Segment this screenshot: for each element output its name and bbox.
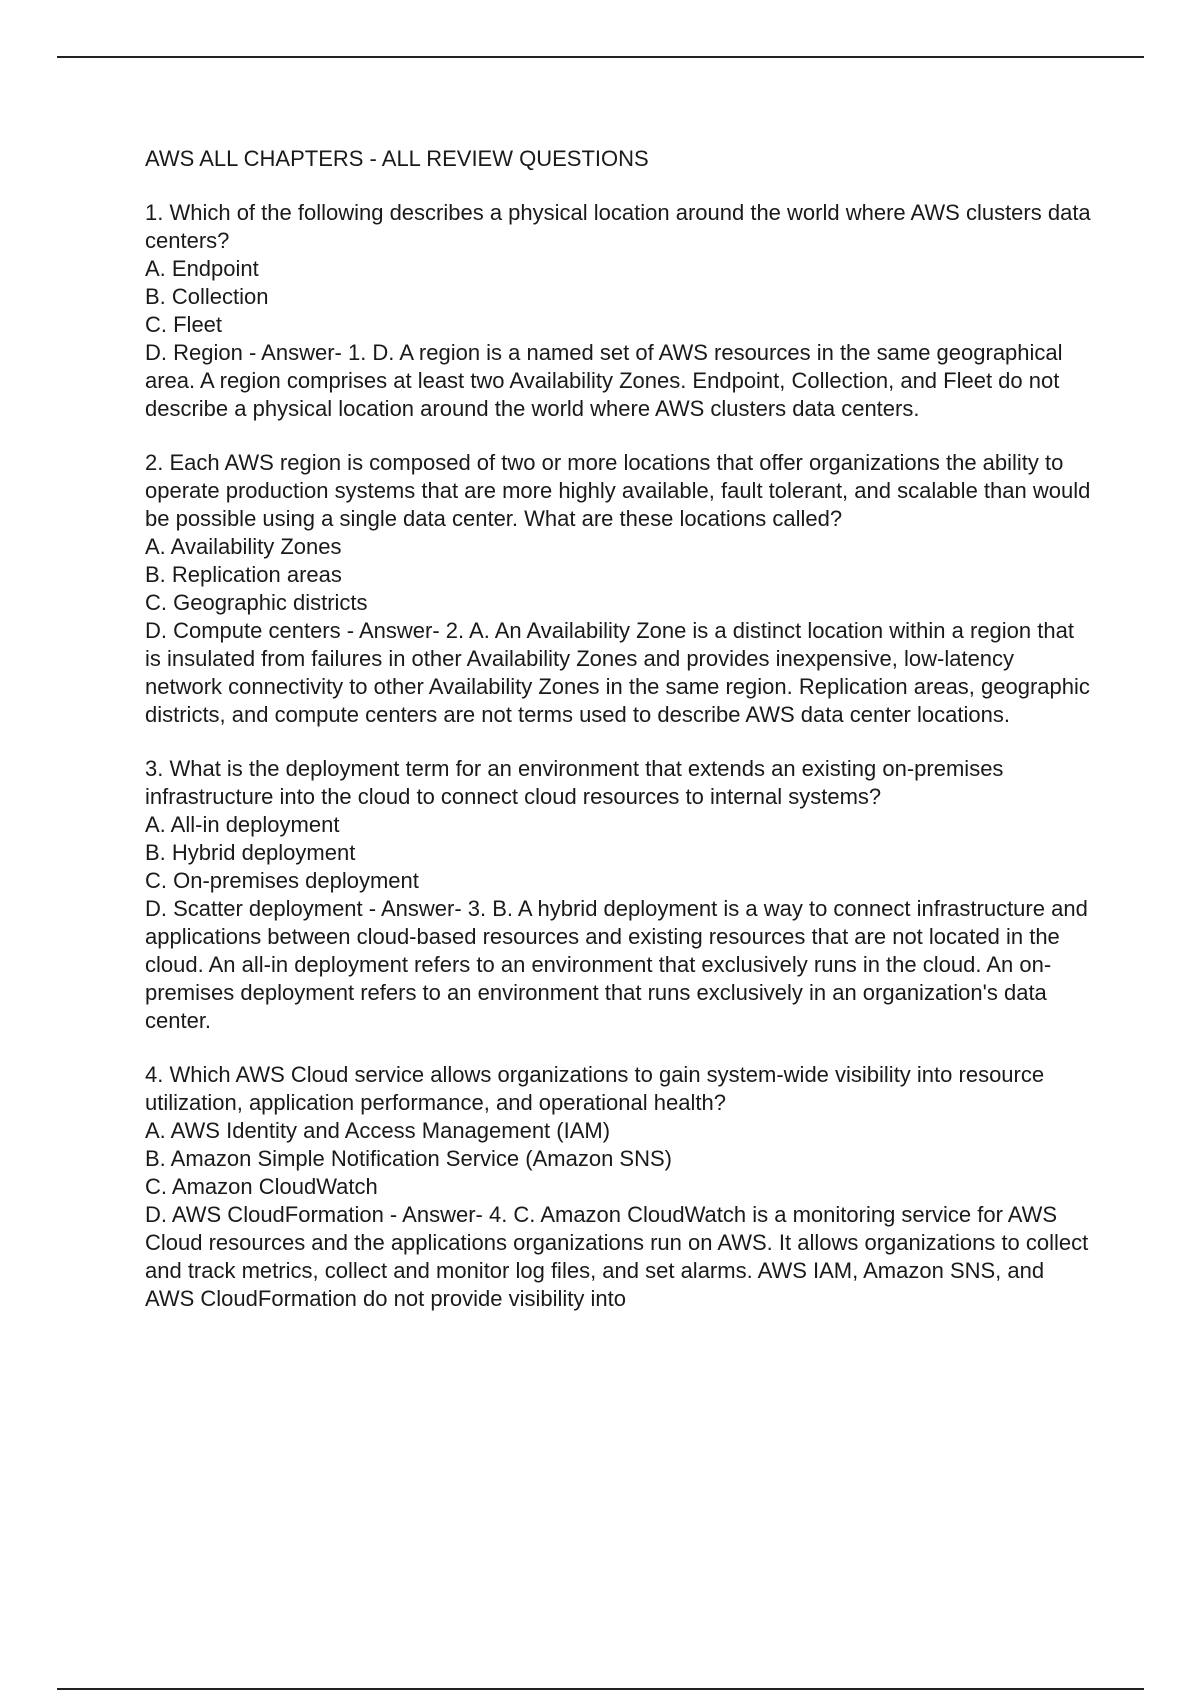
option-d-answer: D. AWS CloudFormation - Answer- 4. C. Amazon CloudWatch is a monitoring service for AWS Cloud resources and the applications organizations run on AWS. It allows organizations to collect and track metrics, collect and monitor log files, and set alarms. AWS IAM, Amazon SNS, and AWS CloudFormation do not provide visibility into <box>145 1202 1089 1311</box>
question-3 <box>145 755 1095 1035</box>
option-a: A. AWS Identity and Access Management (IAM) <box>145 1118 611 1143</box>
option-c: C. Geographic districts <box>145 590 368 615</box>
option-a: A. Availability Zones <box>145 534 342 559</box>
option-d-answer: D. Compute centers - Answer- 2. A. An Availability Zone is a distinct location within a region that is insulated from failures in other Availability Zones and provides inexpensive, low-latency network connectivity to other Availability Zones in the same region. Replication areas, geographic districts, and compute centers are not terms used to describe AWS data center locations. <box>145 618 1090 727</box>
option-b: B. Collection <box>145 284 269 309</box>
question-2 <box>145 449 1095 729</box>
option-b: B. Hybrid deployment <box>145 840 356 865</box>
document-body <box>145 145 1095 1339</box>
option-c: C. On-premises deployment <box>145 868 419 893</box>
question-4 <box>145 1061 1095 1313</box>
footer-rule <box>57 1688 1144 1690</box>
question-stem: 4. Which AWS Cloud service allows organizations to gain system-wide visibility into resource utilization, application performance, and operational health? <box>145 1062 1045 1115</box>
option-c: C. Fleet <box>145 312 223 337</box>
option-a: A. All-in deployment <box>145 812 340 837</box>
document-title: AWS ALL CHAPTERS - ALL REVIEW QUESTIONS <box>145 146 649 171</box>
option-d-answer: D. Scatter deployment - Answer- 3. B. A hybrid deployment is a way to connect infrastructure and applications between cloud-based resources and existing resources that are not located in the cloud. An all-in deployment refers to an environment that exclusively runs in the cloud. An on-premises deployment refers to an environment that runs exclusively in an organization's data center. <box>145 896 1088 1033</box>
option-d-answer: D. Region - Answer- 1. D. A region is a named set of AWS resources in the same geographical area. A region comprises at least two Availability Zones. Endpoint, Collection, and Fleet do not describe a physical location around the world where AWS clusters data centers. <box>145 340 1063 421</box>
question-stem: 3. What is the deployment term for an environment that extends an existing on-premises infrastructure into the cloud to connect cloud resources to internal systems? <box>145 756 1004 809</box>
option-c: C. Amazon CloudWatch <box>145 1174 378 1199</box>
question-1 <box>145 199 1095 423</box>
header-rule <box>57 56 1144 58</box>
question-stem: 1. Which of the following describes a physical location around the world where AWS clusters data centers? <box>145 200 1091 253</box>
option-b: B. Replication areas <box>145 562 342 587</box>
option-a: A. Endpoint <box>145 256 259 281</box>
option-b: B. Amazon Simple Notification Service (Amazon SNS) <box>145 1146 672 1171</box>
question-stem: 2. Each AWS region is composed of two or more locations that offer organizations the ability to operate production systems that are more highly available, fault tolerant, and scalable than would be possible using a single data center. What are these locations called? <box>145 450 1091 531</box>
